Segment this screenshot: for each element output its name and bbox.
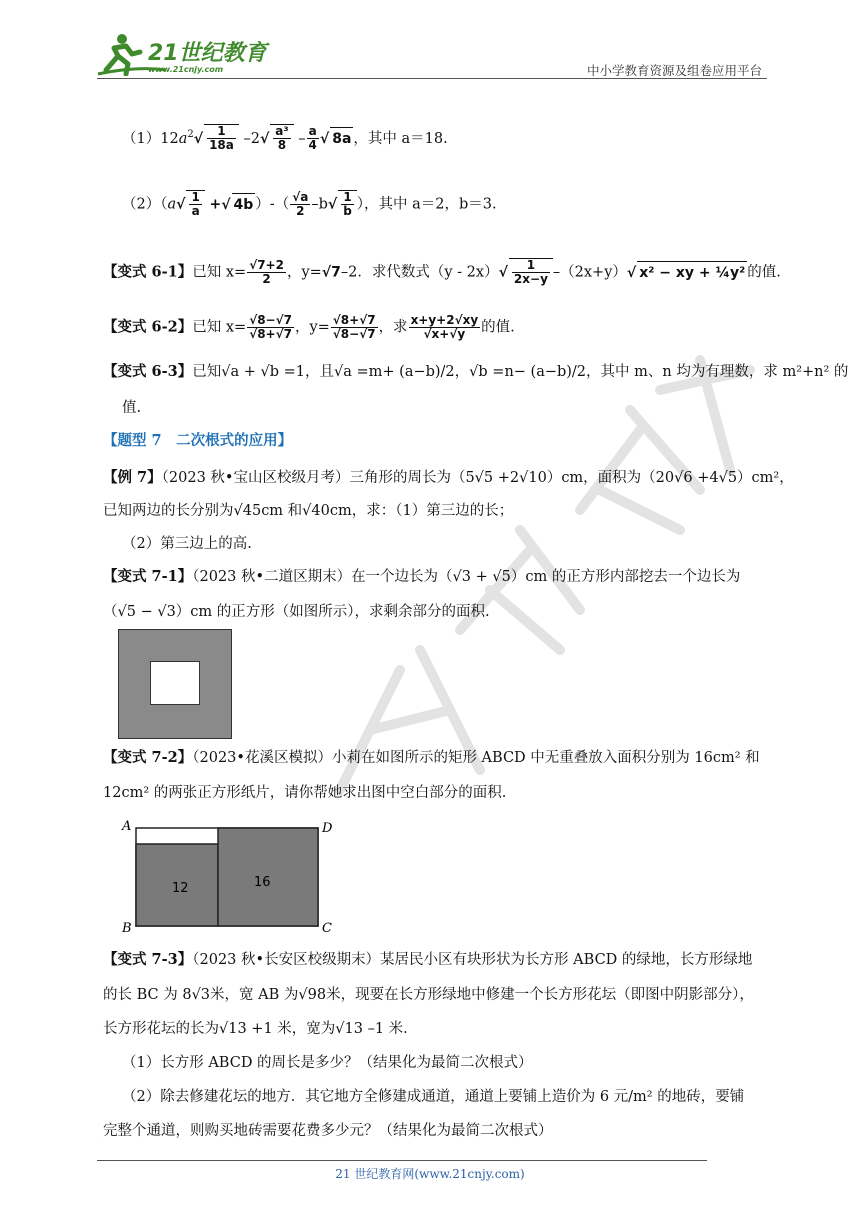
label-12: 12: [172, 881, 189, 896]
variant-7-3-q2-cont: 完整个通道，则购买地砖需要花费多少元？（结果化为最简二次根式）: [103, 1123, 553, 1139]
variant-7-3-line3: 长方形花坛的长为√13 +1 米，宽为√13 –1 米.: [103, 1021, 408, 1037]
logo-url: www.21cnjy.com: [148, 65, 224, 74]
example-7-line3: （2）第三边上的高.: [122, 536, 252, 552]
rectangle-figure: [116, 816, 336, 936]
question-2: （2）（a√ $\frac{1}{a}$ +√ 4b ）-（ $\frac{√a}{2}$ –b√ $\frac{1}{b}$ ），其中 a＝2，b＝3.: [122, 190, 497, 218]
variant-7-3-line2: 的长 BC 为 8√3米，宽 AB 为√98米，现要在长方形绿地中修建一个长方形花坛（即图中阴影部分），: [103, 987, 754, 1003]
example-7-line2: 已知两边的长分别为√45cm 和√40cm，求：（1）第三边的长；: [103, 503, 514, 519]
variant-7-2: 【变式 7-2】（2023•花溪区模拟）小莉在如图所示的矩形 ABCD 中无重叠放入面积分别为 16cm² 和: [103, 749, 760, 766]
label-a: A: [122, 819, 132, 834]
square-figure: [118, 629, 232, 739]
variant-7-3-q2: （2）除去修建花坛的地方．其它地方全修建成通道，通道上要铺上造价为 6 元/m² 的地砖，要铺: [122, 1089, 745, 1105]
variant-6-3: 【变式 6-3】已知√a + √b =1，且√a =m+ (a−b)/2，√b =n− (a−b)/2，其中 m、n 均为有理数，求 m²+n² 的: [103, 363, 849, 380]
variant-7-3-q1: （1）长方形 ABCD 的周长是多少？（结果化为最简二次根式）: [122, 1055, 533, 1071]
inner-square: [150, 661, 200, 705]
question-1: $(1)12a^2√$ $\frac{1}{18a}$ –2√ $\frac{\text{a³}}{8}$ – $\frac{a}{4}$ √ 8a ，其中 a＝18.: [122, 124, 448, 153]
label-b: B: [122, 921, 132, 936]
variant-7-3: 【变式 7-3】（2023 秋•长安区校级期末）某居民小区有块形状为长方形 ABCD 的绿地，长方形绿地: [103, 951, 753, 968]
logo-text: 21世纪教育: [148, 41, 267, 66]
variant-6-1: 【变式 6-1】已知 x= $\frac{√7+2}{2}$ ，y=√7–2．求代数式（y - 2x）√ $\frac{1}{2x-y}$ –（2x+y）√ x² − xy + ¼y² 的值.: [103, 258, 781, 286]
variant-6-2: 【变式 6-2】已知 x= $\frac{√8-√7}{√8+√7}$ ，y= $\frac{√8+√7}{√8-√7}$ ，求 $\frac{x+y+2√xy}{√x+√y}$ 的值.: [103, 313, 515, 341]
label-d: D: [322, 821, 333, 836]
logo: [96, 30, 276, 76]
variant-7-1: 【变式 7-1】（2023 秋•二道区期末）在一个边长为（√3 + √5）cm 的正方形内部挖去一个边长为: [103, 568, 741, 585]
section-heading: 【题型 7 二次根式的应用】: [103, 432, 293, 449]
platform-title: 中小学教育资源及组卷应用平台: [586, 63, 762, 78]
example-7: 【例 7】（2023 秋•宝山区校级月考）三角形的周长为（5√5 +2√10）cm，面积为（20√6 +4√5）cm²，: [103, 469, 794, 486]
variant-6-3-cont: 值.: [122, 400, 142, 416]
variant-7-1-line2: （√5 − √3）cm 的正方形（如图所示），求剩余部分的面积.: [103, 604, 490, 620]
label-c: C: [322, 921, 332, 936]
footer-link[interactable]: 21 世纪教育网(www.21cnjy.com): [335, 1167, 525, 1181]
header-divider: [97, 78, 767, 79]
footer-divider: [97, 1160, 707, 1161]
label-16: 16: [254, 875, 271, 890]
variant-7-2-line2: 12cm² 的两张正方形纸片，请你帮她求出图中空白部分的面积.: [103, 785, 507, 801]
